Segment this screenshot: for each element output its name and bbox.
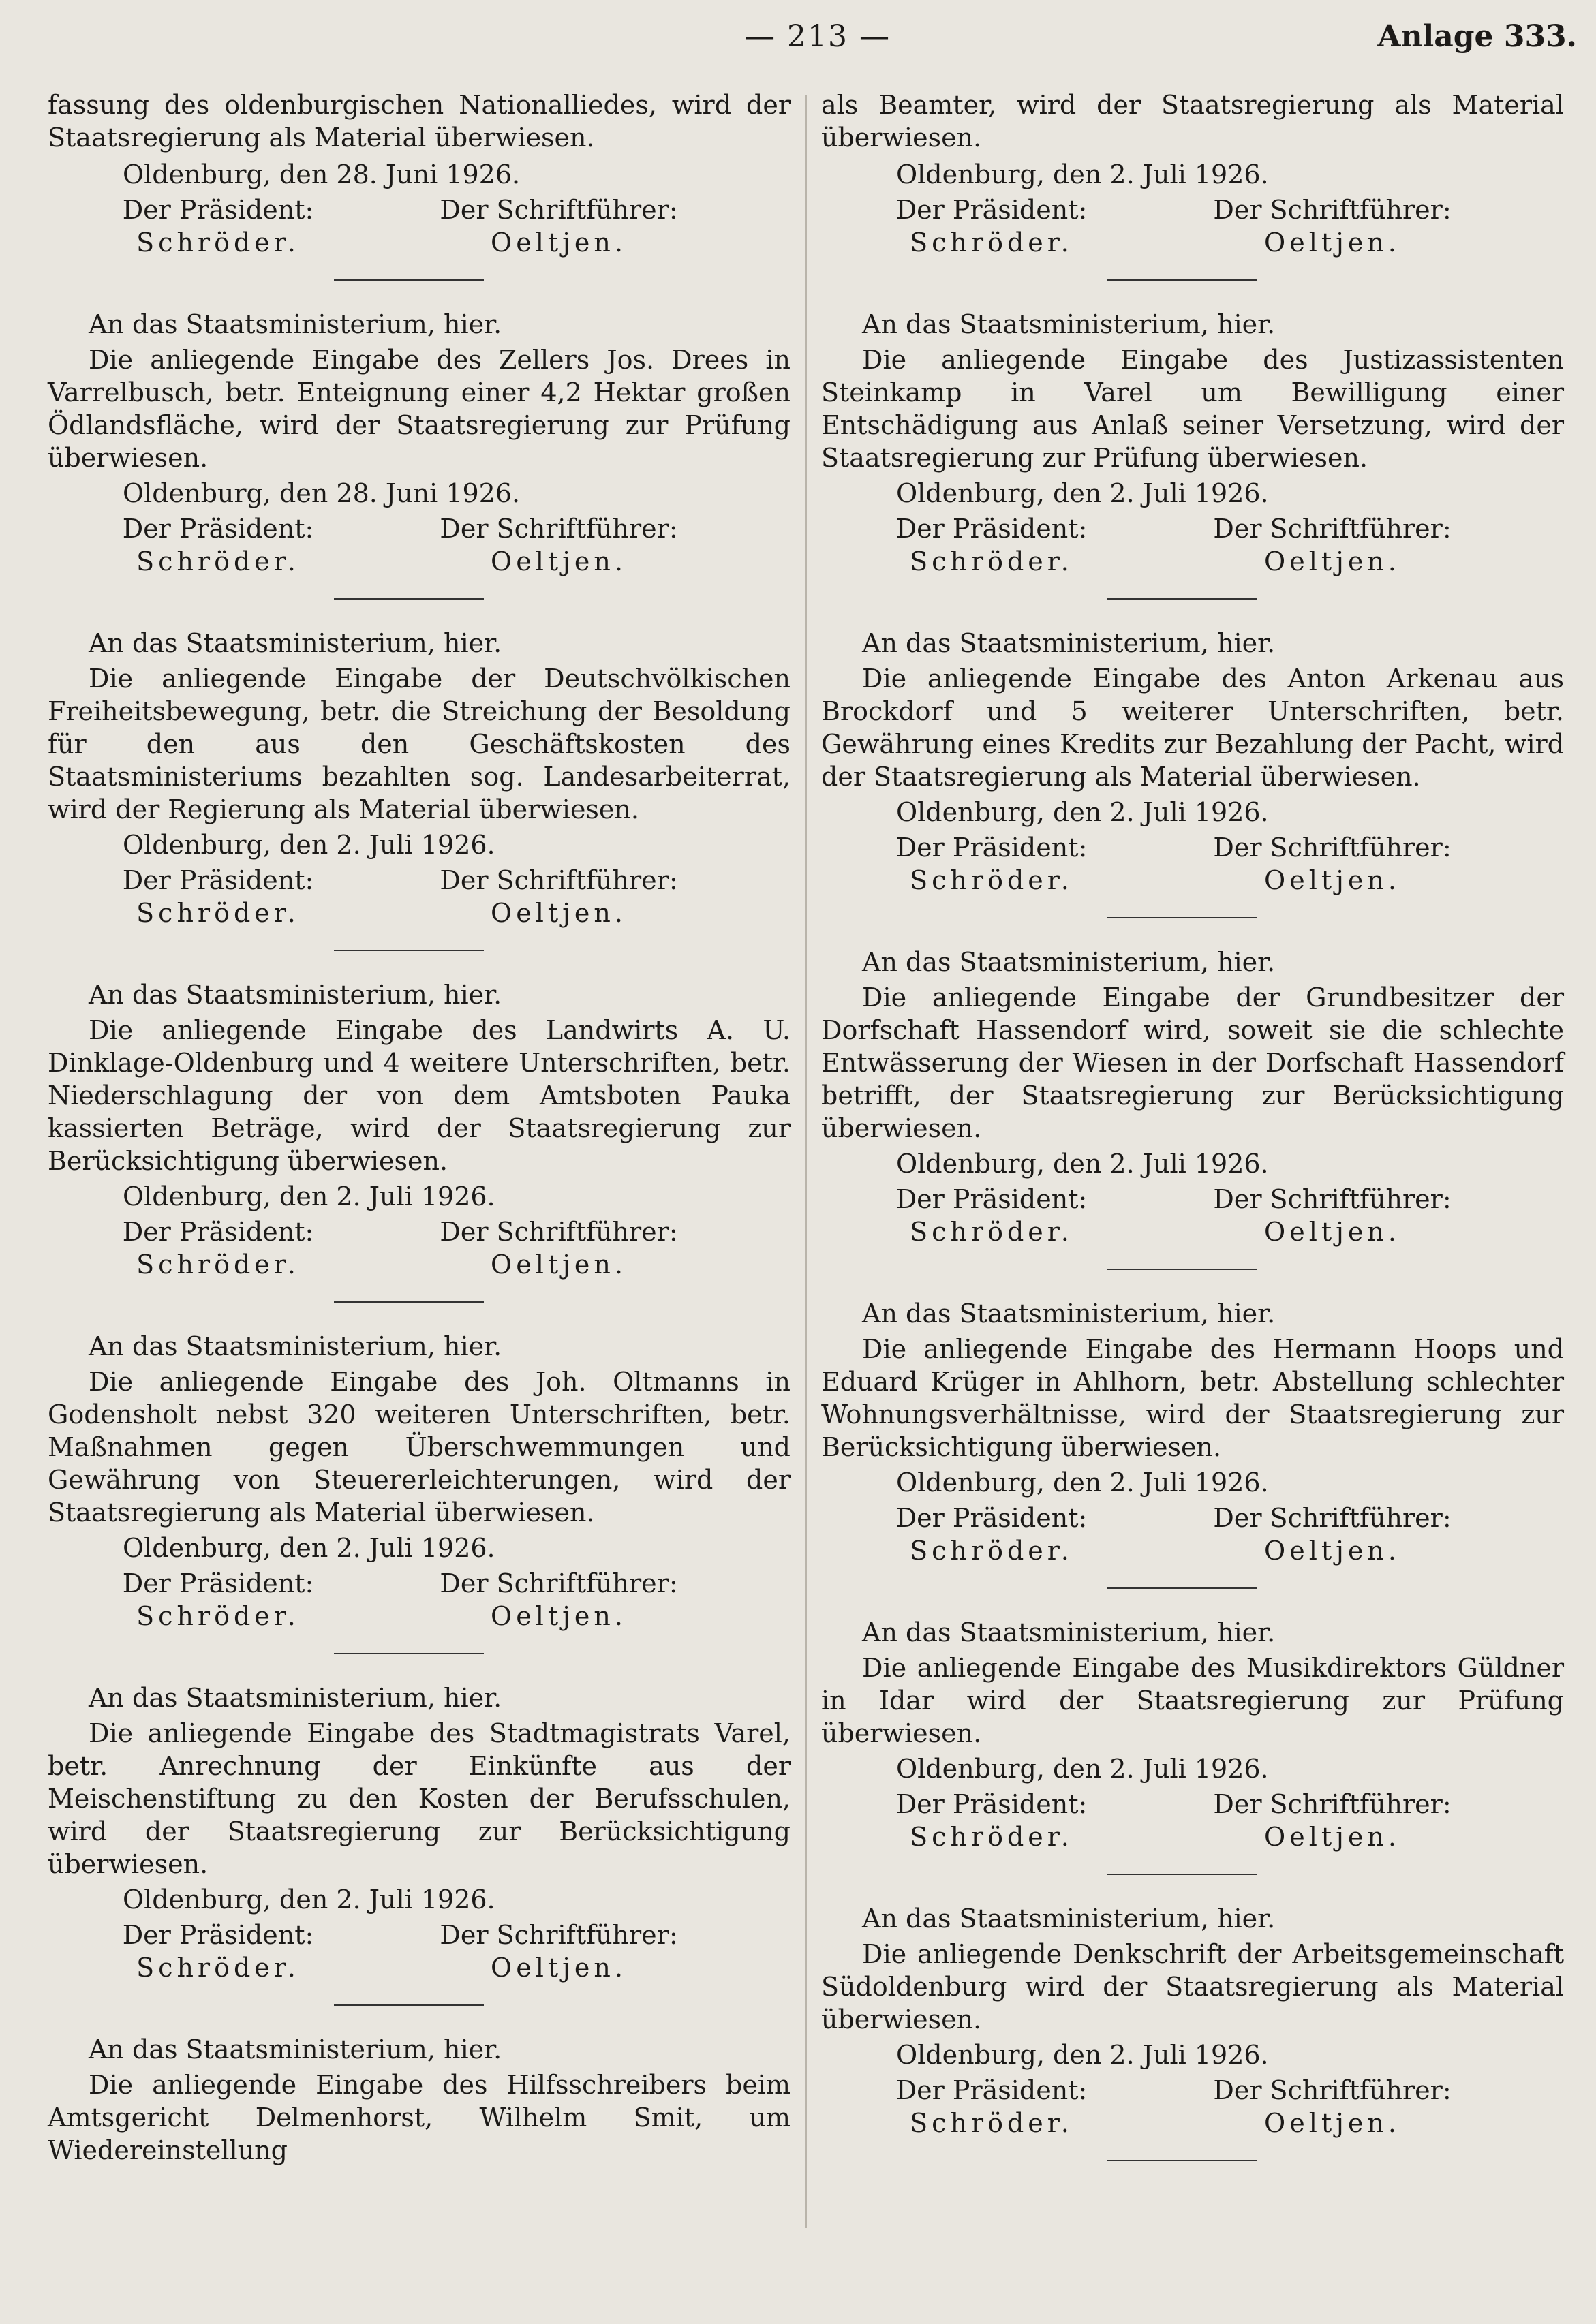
entry-date: Oldenburg, den 2. Juli 1926. (896, 797, 1269, 827)
resolution-entry (48, 308, 791, 600)
entry-date: Oldenburg, den 2. Juli 1926. (896, 2040, 1269, 2070)
resolution-entry (48, 1682, 791, 2006)
secretary-title: Der Schriftführer: (1213, 195, 1452, 225)
secretary-title: Der Schriftführer: (1213, 1184, 1452, 1214)
separator-rule (1107, 2160, 1257, 2161)
addressee: An das Staatsministerium, hier. (862, 947, 1276, 977)
president-name: Schröder. (910, 2108, 1073, 2138)
column-divider (805, 95, 807, 2228)
president-title: Der Präsident: (895, 2075, 1088, 2105)
secretary-title: Der Schriftführer: (440, 1568, 678, 1598)
resolution-entry (821, 1297, 1564, 1589)
signature-names (821, 226, 1503, 259)
secretary-name: Oeltjen. (1264, 228, 1400, 258)
secretary-name: Oeltjen. (491, 546, 627, 576)
addressee: An das Staatsministerium, hier. (862, 1299, 1276, 1329)
president-title: Der Präsident: (122, 195, 314, 225)
secretary-title: Der Schriftführer: (440, 1920, 678, 1950)
resolution-entry (821, 1616, 1564, 1875)
president-title: Der Präsident: (895, 833, 1088, 863)
president-name: Schröder. (136, 1953, 300, 1983)
addressee: An das Staatsministerium, hier. (862, 309, 1276, 339)
secretary-name: Oeltjen. (1264, 546, 1400, 576)
resolution-entry (821, 308, 1564, 600)
entry-text: Die anliegende Eingabe des Anton Arkenau aus Brockdorf und 5 weiterer Unterschriften, betr. Gewährung eines Kredits zur Bezahlung der Pacht, wird der Staatsregierung als Material überwiesen. (821, 664, 1564, 792)
secretary-title: Der Schriftführer: (440, 1217, 678, 1247)
addressee: An das Staatsministerium, hier. (89, 628, 502, 658)
signature-names (821, 1215, 1503, 1248)
entry-date: Oldenburg, den 28. Juni 1926. (123, 159, 521, 189)
president-name: Schröder. (136, 1601, 300, 1631)
secretary-name: Oeltjen. (491, 1601, 627, 1631)
entry-date: Oldenburg, den 2. Juli 1926. (123, 1533, 495, 1563)
president-name: Schröder. (910, 228, 1073, 258)
secretary-title: Der Schriftführer: (440, 514, 678, 544)
separator-rule (1107, 1269, 1257, 1270)
separator-rule (334, 279, 484, 281)
signature-titles (821, 193, 1503, 226)
entry-text: Die anliegende Eingabe der Grundbesitzer der Dorfschaft Hassendorf wird, soweit sie die schlechte Entwässerung der Wiesen in der Dorfschaft Hassendorf betrifft, der Staatsregierung zur Berücksichtigung überwiesen. (821, 982, 1564, 1143)
annex-label: Anlage 333. (1377, 19, 1577, 54)
separator-rule (334, 1653, 484, 1654)
president-title: Der Präsident: (122, 514, 314, 544)
president-name: Schröder. (910, 1217, 1073, 1247)
signature-titles (821, 1183, 1503, 1215)
entry-text: Die anliegende Eingabe der Deutschvölkischen Freiheitsbewegung, betr. die Streichung der Besoldung für den aus den Geschäftskosten des Staatsministeriums bezahlten sog. Landesarbeiterrat, wird der Regierung als Material überwiesen. (48, 664, 791, 824)
resolution-entry (48, 627, 791, 951)
resolution-entry (821, 627, 1564, 918)
secretary-title: Der Schriftführer: (440, 865, 678, 895)
separator-rule (334, 1301, 484, 1303)
signature-titles (821, 831, 1503, 864)
left-column (48, 89, 791, 2167)
president-name: Schröder. (910, 1536, 1073, 1566)
secretary-title: Der Schriftführer: (1213, 514, 1452, 544)
signature-titles (821, 1788, 1503, 1821)
addressee: An das Staatsministerium, hier. (862, 1904, 1276, 1934)
signature-titles (48, 1567, 729, 1600)
president-name: Schröder. (910, 546, 1073, 576)
addressee: An das Staatsministerium, hier. (89, 2034, 502, 2064)
president-name: Schröder. (910, 1822, 1073, 1852)
addressee: An das Staatsministerium, hier. (862, 1617, 1276, 1647)
signature-names (821, 864, 1503, 897)
secretary-name: Oeltjen. (491, 228, 627, 258)
president-title: Der Präsident: (122, 1217, 314, 1247)
continuation-text: als Beamter, wird der Staatsregierung als Material überwiesen. (821, 90, 1564, 153)
secretary-name: Oeltjen. (491, 1250, 627, 1280)
separator-rule (334, 2004, 484, 2006)
entry-text: Die anliegende Eingabe des Stadtmagistrats Varel, betr. Anrechnung der Einkünfte aus der Meischenstiftung zu den Kosten der Berufsschulen, wird der Staatsregierung zur Berücksichtigung überwiesen. (48, 1718, 791, 1879)
separator-rule (1107, 1587, 1257, 1589)
addressee: An das Staatsministerium, hier. (89, 1683, 502, 1713)
entry-date: Oldenburg, den 2. Juli 1926. (123, 1181, 495, 1211)
secretary-name: Oeltjen. (1264, 2108, 1400, 2138)
resolution-entry (48, 1330, 791, 1654)
addressee: An das Staatsministerium, hier. (89, 980, 502, 1010)
signature-titles (48, 864, 729, 897)
signature-names (48, 1600, 729, 1632)
president-name: Schröder. (136, 228, 300, 258)
secretary-title: Der Schriftführer: (1213, 1503, 1452, 1533)
president-name: Schröder. (910, 865, 1073, 895)
secretary-title: Der Schriftführer: (1213, 1789, 1452, 1819)
secretary-name: Oeltjen. (1264, 865, 1400, 895)
separator-rule (334, 598, 484, 600)
entry-date: Oldenburg, den 2. Juli 1926. (123, 830, 495, 860)
signature-names (821, 545, 1503, 578)
resolution-entry (821, 946, 1564, 1270)
signature-names (821, 1534, 1503, 1567)
secretary-name: Oeltjen. (1264, 1536, 1400, 1566)
addressee: An das Staatsministerium, hier. (862, 628, 1276, 658)
secretary-title: Der Schriftführer: (1213, 833, 1452, 863)
president-name: Schröder. (136, 546, 300, 576)
entry-text: Die anliegende Eingabe des Hilfsschreibers beim Amtsgericht Delmenhorst, Wilhelm Smit, um Wiedereinstellung (48, 2070, 791, 2165)
signature-titles (821, 512, 1503, 545)
president-title: Der Präsident: (122, 865, 314, 895)
page-number: — 213 — (745, 19, 891, 54)
continuation-text: fassung des oldenburgischen Nationalliedes, wird der Staatsregierung als Material überwiesen. (48, 90, 791, 153)
president-title: Der Präsident: (895, 1789, 1088, 1819)
entry-text: Die anliegende Eingabe des Justizassistenten Steinkamp in Varel um Bewilligung einer Entschädigung aus Anlaß seiner Versetzung, wird der Staatsregierung zur Prüfung überwiesen. (821, 345, 1564, 473)
secretary-title: Der Schriftführer: (440, 195, 678, 225)
resolution-entry (48, 978, 791, 1303)
entry-date: Oldenburg, den 2. Juli 1926. (896, 159, 1269, 189)
separator-rule (334, 950, 484, 951)
signature-names (48, 226, 729, 259)
page-header (0, 19, 1596, 67)
entry-date: Oldenburg, den 2. Juli 1926. (896, 1754, 1269, 1784)
president-name: Schröder. (136, 898, 300, 928)
president-title: Der Präsident: (122, 1920, 314, 1950)
entry-date: Oldenburg, den 2. Juli 1926. (123, 1885, 495, 1915)
president-title: Der Präsident: (895, 514, 1088, 544)
president-name: Schröder. (136, 1250, 300, 1280)
secretary-name: Oeltjen. (491, 1953, 627, 1983)
secretary-name: Oeltjen. (1264, 1217, 1400, 1247)
signature-names (48, 1951, 729, 1984)
president-title: Der Präsident: (895, 1503, 1088, 1533)
entry-date: Oldenburg, den 2. Juli 1926. (896, 1149, 1269, 1179)
president-title: Der Präsident: (895, 195, 1088, 225)
entry-date: Oldenburg, den 2. Juli 1926. (896, 478, 1269, 508)
secretary-name: Oeltjen. (1264, 1822, 1400, 1852)
signature-names (48, 545, 729, 578)
separator-rule (1107, 279, 1257, 281)
signature-names (821, 2107, 1503, 2139)
signature-titles (48, 512, 729, 545)
signature-titles (48, 1215, 729, 1248)
signature-names (821, 1821, 1503, 1853)
secretary-name: Oeltjen. (491, 898, 627, 928)
signature-names (48, 1248, 729, 1281)
entry-text: Die anliegende Eingabe des Zellers Jos. Drees in Varrelbusch, betr. Enteignung einer 4,2 Hektar großen Ödlandsfläche, wird der Staatsregierung zur Prüfung überwiesen. (48, 345, 791, 473)
resolution-entry-continued (48, 2033, 791, 2167)
signature-names (48, 897, 729, 929)
entry-date: Oldenburg, den 28. Juni 1926. (123, 478, 521, 508)
right-column (821, 89, 1564, 2188)
secretary-title: Der Schriftführer: (1213, 2075, 1452, 2105)
entry-text: Die anliegende Denkschrift der Arbeitsgemeinschaft Südoldenburg wird der Staatsregierung als Material überwiesen. (821, 1939, 1564, 2034)
signature-titles (821, 2074, 1503, 2107)
entry-text: Die anliegende Eingabe des Hermann Hoops und Eduard Krüger in Ahlhorn, betr. Abstellung schlechter Wohnungsverhältnisse, wird der Staatsregierung zur Berücksichtigung überwiesen. (821, 1334, 1564, 1462)
entry-date: Oldenburg, den 2. Juli 1926. (896, 1468, 1269, 1498)
signature-titles (48, 193, 729, 226)
president-title: Der Präsident: (895, 1184, 1088, 1214)
addressee: An das Staatsministerium, hier. (89, 1331, 502, 1361)
addressee: An das Staatsministerium, hier. (89, 309, 502, 339)
entry-text: Die anliegende Eingabe des Joh. Oltmanns in Godensholt nebst 320 weiteren Unterschriften, betr. Maßnahmen gegen Überschwemmungen und Gewährung von Steuererleichterungen, wird der Staatsregierung als Material überwiesen. (48, 1367, 791, 1528)
separator-rule (1107, 1874, 1257, 1875)
entry-text: Die anliegende Eingabe des Musikdirektors Güldner in Idar wird der Staatsregierung zur Prüfung überwiesen. (821, 1653, 1564, 1748)
president-title: Der Präsident: (122, 1568, 314, 1598)
entry-text: Die anliegende Eingabe des Landwirts A. U. Dinklage-Oldenburg und 4 weitere Unterschriften, betr. Niederschlagung der von dem Amtsboten Pauka kassierten Beträge, wird der Staatsregierung zur Berücksichtigung überwiesen. (48, 1015, 791, 1176)
separator-rule (1107, 598, 1257, 600)
separator-rule (1107, 917, 1257, 918)
signature-titles (821, 1502, 1503, 1534)
resolution-entry (821, 1902, 1564, 2161)
signature-titles (48, 1919, 729, 1951)
